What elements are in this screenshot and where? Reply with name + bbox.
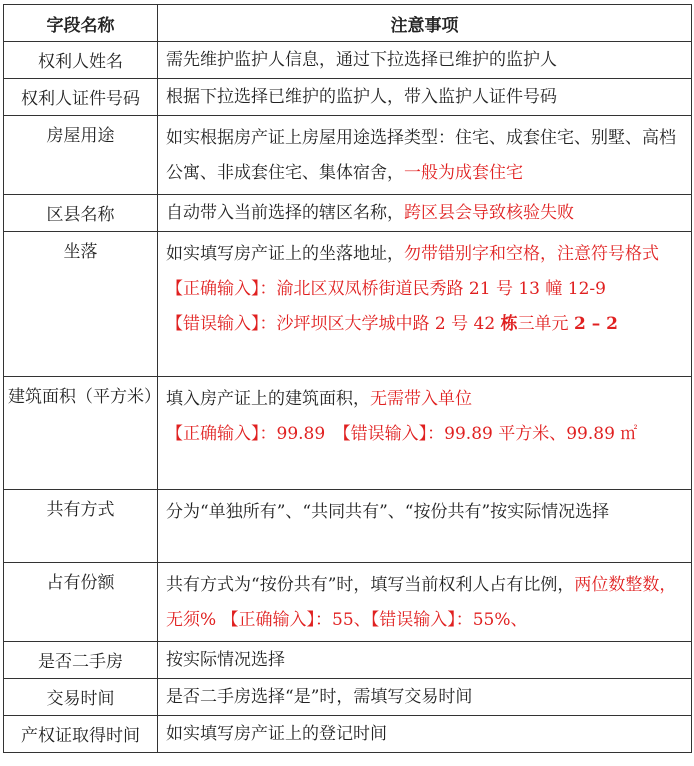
header-notes: 注意事项	[158, 5, 692, 42]
table-row	[4, 232, 692, 377]
note-cell: 按实际情况选择	[158, 642, 692, 679]
table-row	[4, 377, 692, 490]
note-text: 填入房产证上的建筑面积，	[166, 389, 370, 409]
note-cell	[158, 377, 692, 490]
note-highlight: 两位数整数，无须% 【正确输入】：55、【错误输入】：55%、	[166, 575, 677, 630]
table-row	[4, 679, 692, 716]
note-highlight: 无需带入单位	[370, 389, 472, 409]
field-name-cell: 权利人证件号码	[4, 79, 158, 116]
note-cell	[158, 195, 692, 232]
wrong-input-emphasis: 2 – 2	[573, 314, 618, 334]
note-cell: 根据下拉选择已维护的监护人，带入监护人证件号码	[158, 79, 692, 116]
correct-input-example: 【正确输入】：渝北区双凤桥街道民秀路 21 号 13 幢 12-9	[166, 279, 606, 299]
header-field-name: 字段名称	[4, 5, 158, 42]
field-name-cell: 占有份额	[4, 563, 158, 642]
table-row	[4, 195, 692, 232]
note-cell	[158, 116, 692, 195]
table-row	[4, 490, 692, 563]
note-cell	[158, 563, 692, 642]
note-text: 自动带入当前选择的辖区名称，	[166, 203, 404, 223]
field-name-cell: 交易时间	[4, 679, 158, 716]
field-name-cell: 是否二手房	[4, 642, 158, 679]
wrong-input-prefix: 【错误输入】：沙坪坝区大学城中路 2 号 42	[166, 314, 501, 334]
note-cell	[158, 232, 692, 377]
note-cell: 如实填写房产证上的登记时间	[158, 716, 692, 753]
note-highlight: 勿带错别字和空格，注意符号格式	[404, 244, 659, 264]
field-notes-document	[3, 4, 691, 753]
field-name-cell: 产权证取得时间	[4, 716, 158, 753]
wrong-input-example	[166, 314, 618, 334]
note-cell: 分为“单独所有”、“共同共有”、“按份共有”按实际情况选择	[158, 490, 692, 563]
table-row	[4, 42, 692, 79]
field-name-cell: 坐落	[4, 232, 158, 377]
table-row	[4, 642, 692, 679]
field-name-cell: 建筑面积（平方米）	[4, 377, 158, 490]
note-highlight: 一般为成套住宅	[404, 163, 523, 183]
input-examples: 【正确输入】：99.89 【错误输入】：99.89 平方米、99.89 ㎡	[166, 424, 638, 444]
table-row	[4, 563, 692, 642]
note-cell: 是否二手房选择“是”时，需填写交易时间	[158, 679, 692, 716]
note-text: 如实根据房产证上房屋用途选择类型：住宅、成套住宅、别墅、高档公寓、非成套住宅、集体宿舍，	[166, 128, 676, 183]
field-name-cell: 区县名称	[4, 195, 158, 232]
field-name-cell: 房屋用途	[4, 116, 158, 195]
wrong-input-middle: 三单元	[517, 314, 574, 334]
field-notes-table	[3, 4, 692, 753]
note-text: 共有方式为“按份共有”时，填写当前权利人占有比例，	[166, 575, 575, 595]
table-row	[4, 116, 692, 195]
note-highlight: 跨区县会导致核验失败	[404, 203, 574, 223]
field-name-cell: 共有方式	[4, 490, 158, 563]
note-text: 如实填写房产证上的坐落地址，	[166, 244, 404, 264]
table-row	[4, 79, 692, 116]
table-header-row	[4, 5, 692, 42]
wrong-input-emphasis: 栋	[500, 314, 518, 334]
field-name-cell: 权利人姓名	[4, 42, 158, 79]
table-row	[4, 716, 692, 753]
note-cell: 需先维护监护人信息，通过下拉选择已维护的监护人	[158, 42, 692, 79]
